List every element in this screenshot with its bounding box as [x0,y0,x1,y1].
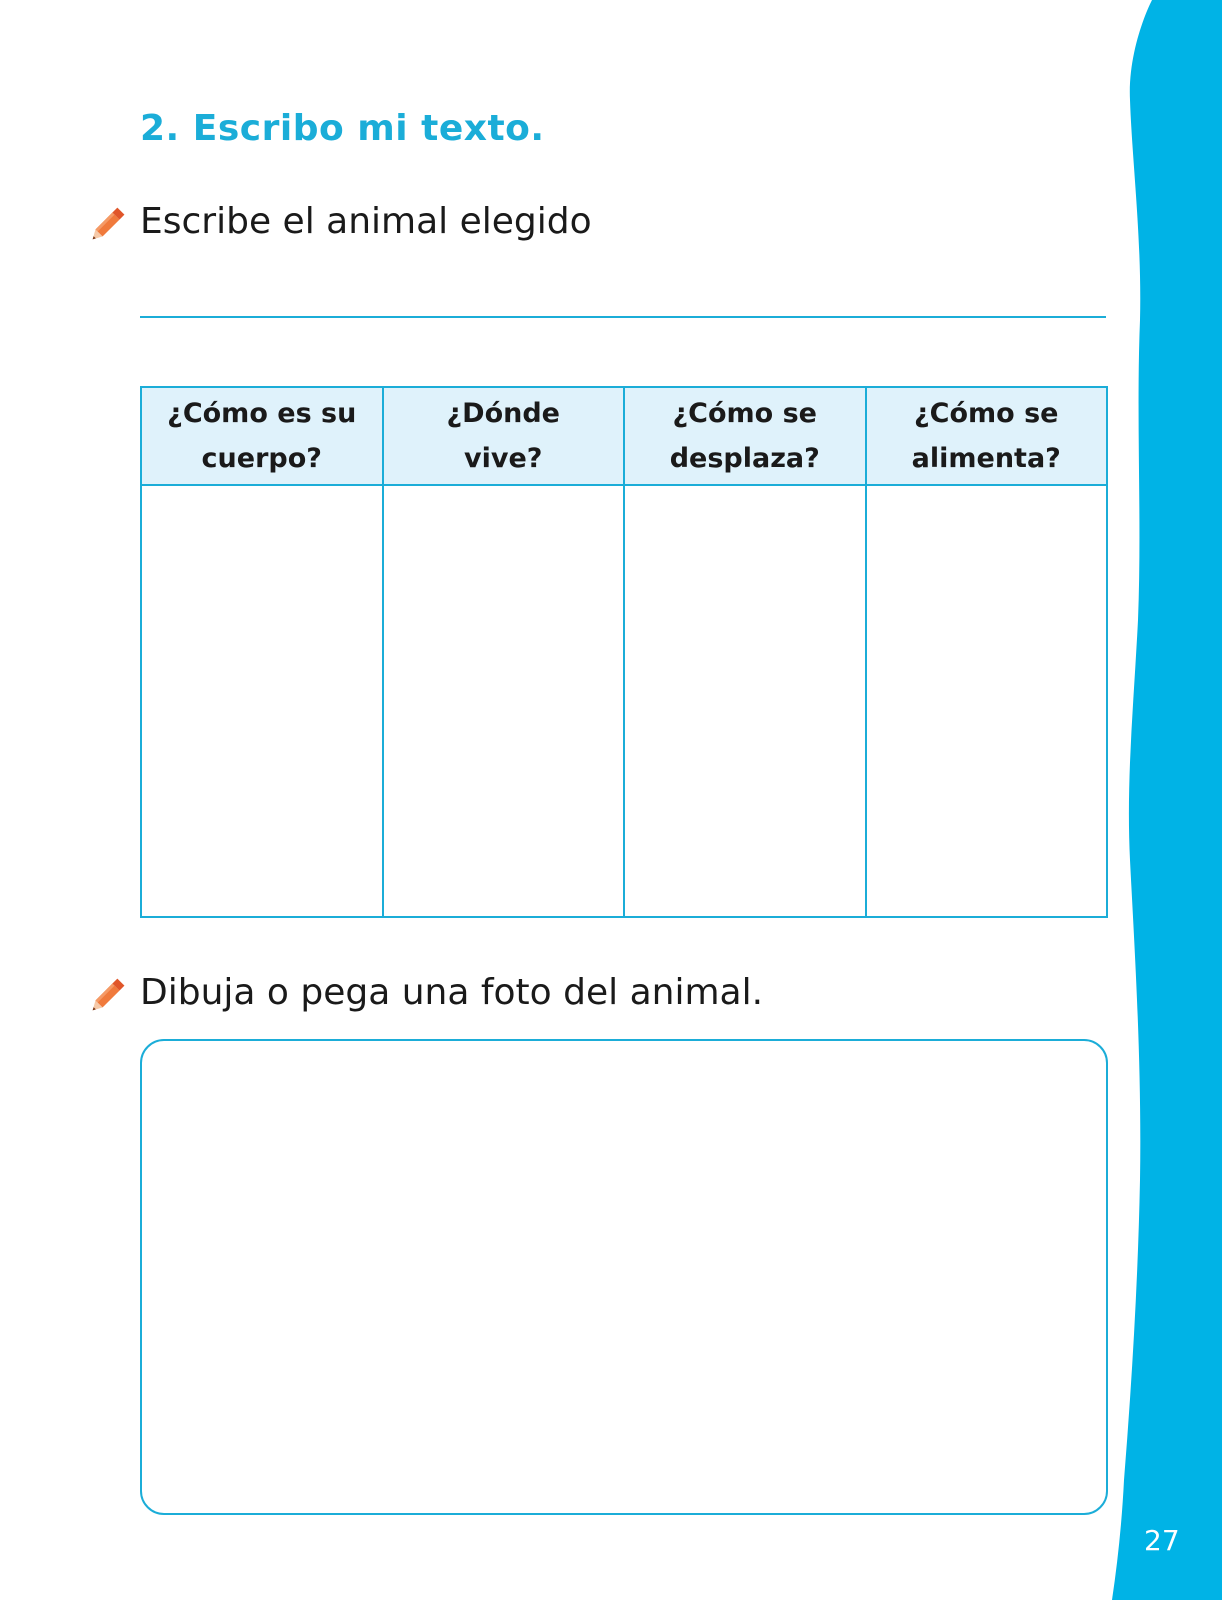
instruction-text: Dibuja o pega una foto del animal. [140,971,764,1013]
animal-info-table [140,386,1108,918]
header-body [141,387,383,485]
table-row [141,485,1107,917]
pencil-icon [90,971,132,1013]
side-band-decoration [1112,0,1222,1600]
header-habitat-line-1: ¿Dónde vive? [446,398,560,474]
answer-cell-habitat[interactable] [383,485,625,917]
header-movement [624,387,866,485]
header-body-line-2: cuerpo? [201,443,322,474]
header-feeding-line-2: alimenta? [911,443,1061,474]
header-feeding-line-1: ¿Cómo se [914,398,1059,429]
header-body-line-1: ¿Cómo es su [167,398,357,429]
instruction-text: Escribe el animal elegido [140,200,592,242]
instruction-draw-animal [90,971,763,1013]
instruction-write-animal [90,200,592,242]
answer-cell-movement[interactable] [624,485,866,917]
drawing-area[interactable] [140,1039,1108,1515]
answer-cell-feeding[interactable] [866,485,1108,917]
pencil-icon [90,200,132,242]
header-feeding [866,387,1108,485]
answer-cell-body[interactable] [141,485,383,917]
animal-name-answer-line[interactable] [140,316,1106,318]
header-movement-line-2: desplaza? [669,443,820,474]
page-number: 27 [1144,1524,1180,1557]
table-header-row [141,387,1107,485]
page-title: 2. Escribo mi texto. [140,108,545,149]
header-movement-line-1: ¿Cómo se [672,398,817,429]
header-habitat [383,387,625,485]
